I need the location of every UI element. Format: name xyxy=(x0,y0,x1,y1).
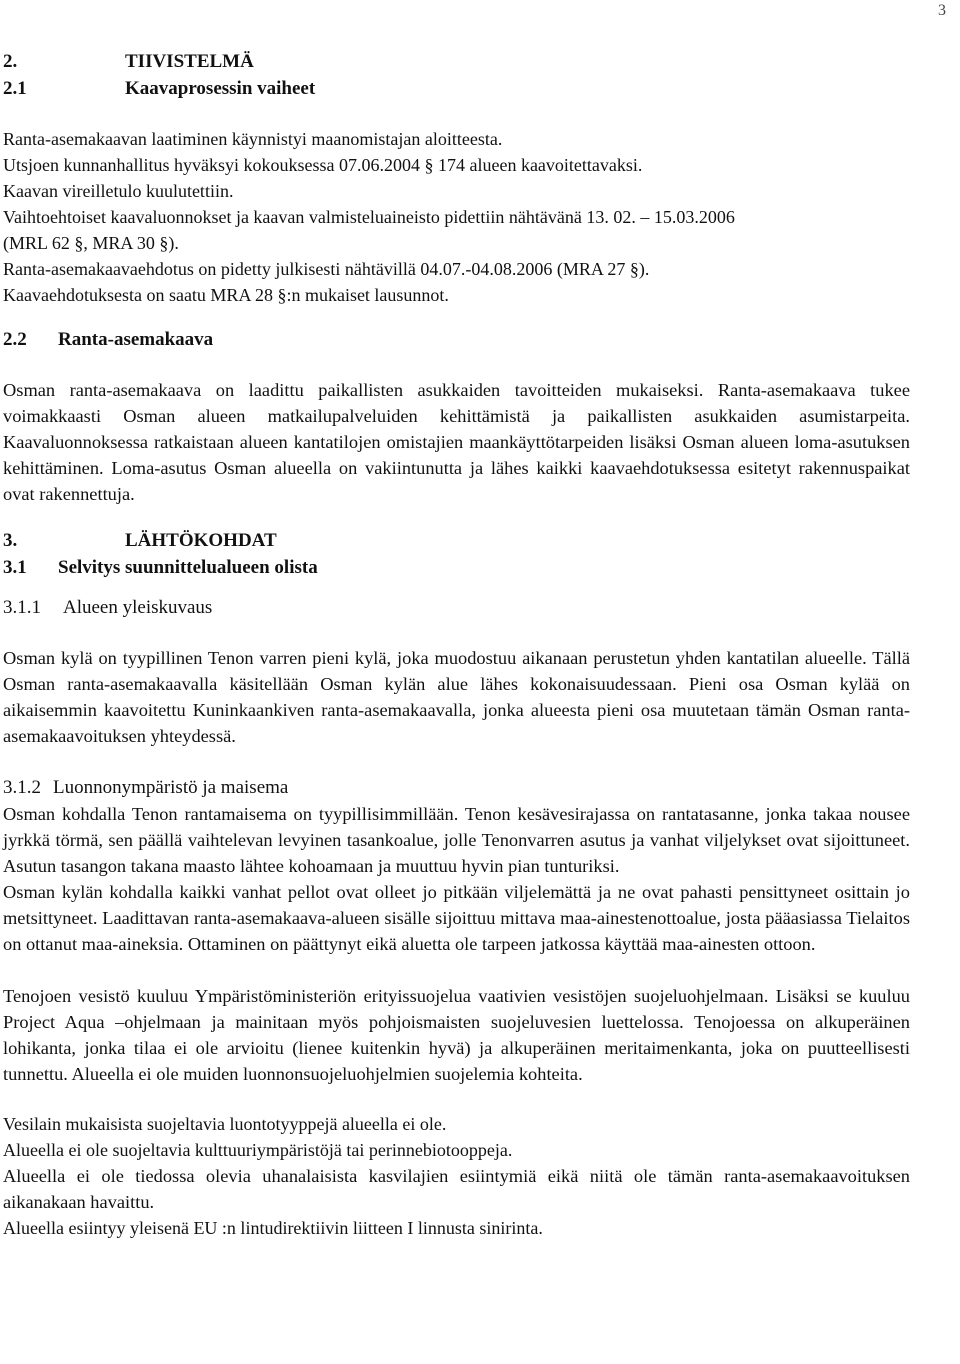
birds-line: Alueella esiintyy yleisenä EU :n lintudirektiivin liitteen I linnusta sinirinta. xyxy=(3,1218,543,1238)
section-2-1-heading xyxy=(3,75,910,102)
section-3-1-heading xyxy=(3,554,910,581)
section-2-2-title: Ranta-asemakaava xyxy=(58,329,214,350)
section-3-1-2-title: Luonnonympäristö ja maisema xyxy=(53,777,289,798)
section-2-2-number: 2.2 xyxy=(3,329,27,350)
section-3-number: 3. xyxy=(3,530,18,551)
nature-paragraph: Osman kohdalla Tenon rantamaisema on tyypillisimmillään. Tenon kesävesirajassa on rantatasanne, jonka takaa nousee jyrkkä törmä, sen päällä vaihtelevan levyinen tasankoalue, jolle Tenonvarren asutus ja vanhat viljelykset ovat sijoittuneet. Asutun tasangon takana maasto lähtee kohoamaan ja muuttuu hyvin pian tunturiksi. xyxy=(3,804,910,876)
section-2-title: TIIVISTELMÄ xyxy=(125,51,254,72)
overview-paragraph: Osman kylä on tyypillinen Tenon varren pieni kylä, joka muodostuu aikanaan perustetun yhden kantatilan alueelle. Tällä Osman ranta-asemakaavalla käsitellään Osman kylän alue lähes kokonaisuudessaan. Pieni osa Osman kylää on aikaisemmin kaavoitettu Kuninkaankiven ranta-asemakaavalla, jonka alueesta pieni osa muutetaan tämän Osman ranta-asemakaavoituksen yhteydessä. xyxy=(3,648,910,746)
section-2-heading xyxy=(3,48,910,75)
section-2-1-title: Kaavaprosessin vaiheet xyxy=(125,78,316,99)
process-line: Ranta-asemakaavan laatiminen käynnistyi maanomistajan aloitteesta. xyxy=(3,129,503,149)
water-paragraph: Tenojoen vesistö kuuluu Ympäristöministeriön erityissuojelua vaativien vesistöjen suojeluohjelmaan. Lisäksi se kuuluu Project Aqua –ohjelmaan ja mainitaan myös pohjoismaisten suojeluvesien luettelossa. Tenojoessa on alkuperäinen lohikanta, jonka tilaa ei ole arvioitu (lienee kuitenkin hyvä) ja alkuperäinen meritaimenkanta, joka on puutteellisesti tunnettu. Alueella ei ole muiden luonnonsuojeluohjelmien suojelemia kohteita. xyxy=(3,986,910,1084)
process-line: Utsjoen kunnanhallitus hyväksyi kokouksessa 07.06.2004 § 174 alueen kaavoitettavaksi. xyxy=(3,155,643,175)
page-number: 3 xyxy=(938,2,946,19)
process-line: Kaavaehdotuksesta on saatu MRA 28 §:n mukaiset lausunnot. xyxy=(3,285,449,305)
page-content xyxy=(3,48,910,1241)
flora-paragraph: Alueella ei ole tiedossa olevia uhanalaisista kasvilajien esiintymiä eikä niitä ole tämän ranta-asemakaavoituksen aikanakaan havaittu. xyxy=(3,1166,910,1212)
section-3-1-1-heading xyxy=(3,595,910,621)
process-line: (MRL 62 §, MRA 30 §). xyxy=(3,233,179,253)
habitat-line: Vesilain mukaisista suojeltavia luontotyyppejä alueella ei ole. xyxy=(3,1114,447,1134)
nature-paragraph: Osman kylän kohdalla kaikki vanhat pellot ovat olleet jo pitkään viljelemättä ja ne ovat pahasti pensittyneet osittain jo metsittyneet. Laadittavan ranta-asemakaava-alueen sisälle sijoittuu mittava maa-ainestenottoalue, josta pääasiassa Tielaitos on ottanut maa-aineksia. Ottaminen on päättynyt eikä aluetta ole tarpeen jatkossa käyttää maa-ainesten ottoon. xyxy=(3,882,910,954)
process-line: Vaihtoehtoiset kaavaluonnokset ja kaavan valmisteluaineisto pidettiin nähtävänä 13. 02. – 15.03.2006 xyxy=(3,207,735,227)
section-2-number: 2. xyxy=(3,51,18,72)
summary-paragraph: Osman ranta-asemakaava on laadittu paikallisten asukkaiden tavoitteiden mukaiseksi. Ranta-asemakaava tukee voimakkaasti Osman alueen matkailupalveluiden kehittämistä ja paikallisten asukkaiden asumistarpeita. Kaavaluonnoksessa ratkaistaan alueen kantatilojen omistajien maankäyttötarpeiden lisäksi Osman alueen loma-asutuksen kehittäminen. Loma-asutus Osman alueella on vakiintunutta ja lähes kaikki kaavaehdotuksessa esitetyt rakennuspaikat ovat rakennettuja. xyxy=(3,380,910,504)
section-3-1-title: Selvitys suunnittelualueen olista xyxy=(58,557,318,578)
section-2-2-heading xyxy=(3,326,910,353)
process-steps xyxy=(3,126,910,308)
section-3-1-1-title: Alueen yleiskuvaus xyxy=(63,597,213,618)
section-3-1-2-number: 3.1.2 xyxy=(3,777,41,798)
process-line: Kaavan vireilletulo kuulutettiin. xyxy=(3,181,234,201)
section-2-1-number: 2.1 xyxy=(3,78,27,99)
section-3-heading xyxy=(3,527,910,554)
culture-line: Alueella ei ole suojeltavia kulttuuriympäristöjä tai perinnebiotooppeja. xyxy=(3,1140,513,1160)
process-line: Ranta-asemakaavaehdotus on pidetty julkisesti nähtävillä 04.07.-04.08.2006 (MRA 27 §). xyxy=(3,259,650,279)
section-3-1-number: 3.1 xyxy=(3,557,27,578)
section-3-1-2-heading xyxy=(3,775,910,801)
section-3-1-1-number: 3.1.1 xyxy=(3,597,41,618)
section-3-title: LÄHTÖKOHDAT xyxy=(125,530,277,551)
